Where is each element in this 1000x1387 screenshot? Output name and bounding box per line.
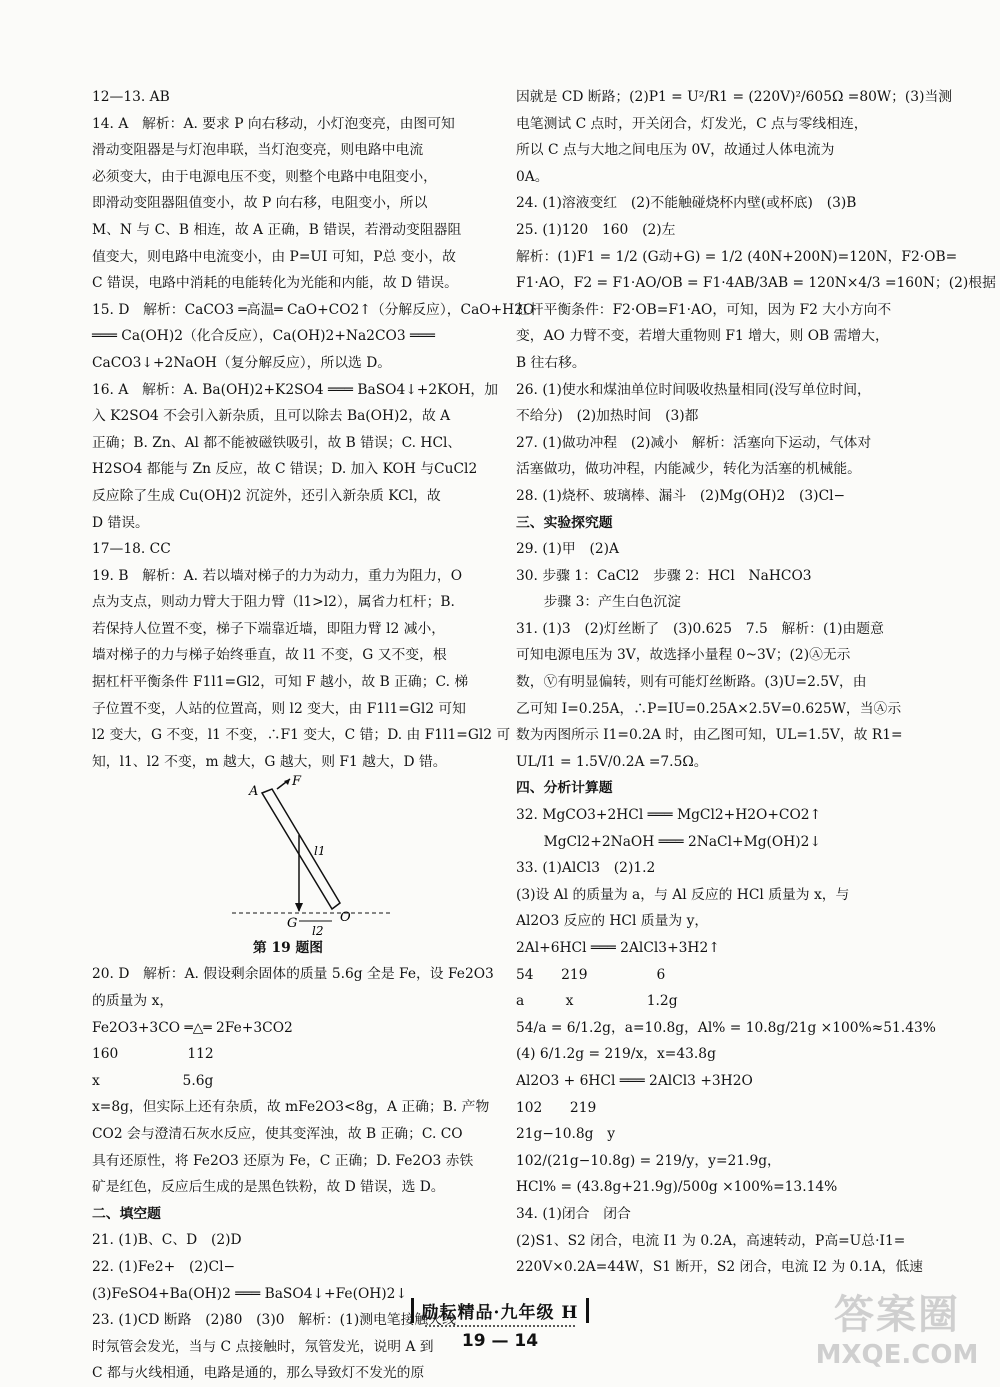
answer-line: MgCl2+2NaOH ═══ 2NaCl+Mg(OH)2↓ <box>516 833 821 850</box>
answer-line: 具有还原性，将 Fe2O3 还原为 Fe，C 正确；D. Fe2O3 赤铁 <box>92 1152 474 1169</box>
answer-line: 24. (1)溶液变红 (2)不能触碰烧杯内壁(或杯底) (3)B <box>516 195 857 212</box>
label-F: F <box>292 774 302 790</box>
answer-line: 19. B 解析：A. 若以墙对梯子的力为动力，重力为阻力，O <box>92 567 463 584</box>
answer-line: 30. 步骤 1：CaCl2 步骤 2：HCl NaHCO3 <box>516 567 812 584</box>
label-O: O <box>340 910 351 926</box>
answer-line: H2SO4 都能与 Zn 反应，故 C 错误；D. 加入 KOH 与CuCl2 <box>92 461 478 478</box>
answer-line: 54/a = 6/1.2g，a=10.8g，Al% = 10.8g/21g ×100%≈51.43% <box>516 1019 936 1036</box>
answer-line: 子位置不变，人站的位置高，则 l2 变大，由 F1l1=Gl2 可知 <box>92 700 466 717</box>
answer-line: 0A。 <box>516 168 549 185</box>
answer-line: 时氖管会发光，当与 C 点接触时，氖管发光，说明 A 到 <box>92 1338 434 1355</box>
answer-line: 29. (1)甲 (2)A <box>516 541 619 558</box>
answer-line: 墙对梯子的力与梯子始终垂直，故 l1 不变，G 又不变，根 <box>92 647 447 664</box>
answer-line: 2Al+6HCl ═══ 2AlCl3+3H2↑ <box>516 940 720 956</box>
answer-line: 不给分) (2)加热时间 (3)都 <box>516 408 699 425</box>
answer-line: 值变大，则电路中电流变小，由 P=UI 可知，P总 变小，故 <box>92 248 456 265</box>
answer-line: 因就是 CD 断路；(2)P1 = U²/R1 = (220V)²/605Ω =80W；(3)当测 <box>516 89 953 105</box>
section-heading: 三、实验探究题 <box>516 514 613 531</box>
answer-line: 电笔测试 C 点时，开关闭合，灯发光，C 点与零线相连， <box>516 115 868 132</box>
answer-line: (4) 6/1.2g = 219/x，x=43.8g <box>516 1046 716 1063</box>
answer-line: UL/I1 = 1.5V/0.2A =7.5Ω。 <box>516 753 708 770</box>
answer-line: 反应除了生成 Cu(OH)2 沉淀外，还引入新杂质 KCl，故 <box>92 487 441 504</box>
answer-line: D 错误。 <box>92 514 149 531</box>
answer-line: 25. (1)120 160 (2)左 <box>516 221 676 238</box>
answer-line: CO2 会与澄清石灰水反应，使其变浑浊，故 B 正确；C. CO <box>92 1126 463 1142</box>
site-watermark <box>802 1283 992 1370</box>
answer-line: 21g−10.8g y <box>516 1126 616 1143</box>
answer-line: 31. (1)3 (2)灯丝断了 (3)0.625 7.5 解析：(1)由题意 <box>516 620 884 637</box>
answer-line: M、N 与 C、B 相连，故 A 正确，B 错误，若滑动变阻器阻 <box>92 221 462 238</box>
answer-line: 知，l1、l2 不变，m 越大，G 越大，则 F1 越大，D 错。 <box>92 753 447 770</box>
label-G: G <box>287 916 298 932</box>
answer-line: 21. (1)B、C、D (2)D <box>92 1232 242 1249</box>
answer-line: 正确；B. Zn、Al 都不能被磁铁吸引，故 B 错误；C. HCl、 <box>92 434 462 451</box>
answer-line: 22. (1)Fe2+ (2)Cl− <box>92 1258 236 1275</box>
answer-line: 27. (1)做功冲程 (2)减小 解析：活塞向下运动，气体对 <box>516 434 872 451</box>
answer-line: 步骤 3：产生白色沉淀 <box>516 594 681 611</box>
section-heading: 四、分析计算题 <box>516 780 613 797</box>
answer-line: B 往右移。 <box>516 354 586 371</box>
answer-line: 所以 C 点与大地之间电压为 0V，故通过人体电流为 <box>516 142 835 159</box>
answer-line: 54 219 6 <box>516 966 666 983</box>
answer-line: 变，AO 力臂不变，若增大重物则 F1 增大，则 OB 需增大， <box>516 328 889 345</box>
answer-line: 26. (1)使水和煤油单位时间吸收热量相同(没写单位时间， <box>516 381 871 398</box>
answer-line: 即滑动变阻器阻值变小，故 P 向右移，电阻变小，所以 <box>92 195 428 212</box>
answer-line: 20. D 解析：A. 假设剩余固体的质量 5.6g 全是 Fe，设 Fe2O3 <box>92 966 494 983</box>
answer-line: Fe2O3+3CO ═△═ 2Fe+3CO2 <box>92 1019 293 1036</box>
answer-line: 28. (1)烧杯、玻璃棒、漏斗 (2)Mg(OH)2 (3)Cl− <box>516 487 846 504</box>
answer-line: 必须变大，由于电源电压不变，则整个电路中电阻变小， <box>92 168 437 185</box>
watermark-url: MXQE.COM <box>815 1340 979 1370</box>
right-column <box>516 84 996 1281</box>
ladder-shape <box>262 789 340 909</box>
watermark-logo: 答案圈 <box>834 1292 960 1338</box>
answer-line: ═══ Ca(OH)2（化合反应），Ca(OH)2+Na2CO3 ═══ <box>92 328 435 345</box>
answer-line: 32. MgCO3+2HCl ═══ MgCl2+H2O+CO2↑ <box>516 807 822 824</box>
figure-caption: 第 19 题图 <box>252 940 324 957</box>
answer-line: 矿是红色，反应后生成的是黑色铁粉，故 D 错误，选 D。 <box>92 1179 445 1196</box>
answer-line: 点为支点，则动力臂大于阻力臂（l1>l2），属省力杠杆；B. <box>92 594 455 611</box>
answer-line: (3)设 Al 的质量为 a，与 Al 反应的 HCl 质量为 x，与 <box>516 886 850 903</box>
answer-line: 杠杆平衡条件：F2·OB=F1·AO，可知，因为 F2 大小方向不 <box>516 301 892 318</box>
answer-line: 102 219 <box>516 1099 597 1116</box>
answer-line: Al2O3 + 6HCl ═══ 2AlCl3 +3H2O <box>516 1072 753 1089</box>
answer-line: 14. A 解析：A. 要求 P 向右移动，小灯泡变亮，由图可知 <box>92 115 455 132</box>
answer-line: 160 112 <box>92 1046 214 1063</box>
answer-line: 的质量为 x， <box>92 993 174 1010</box>
answer-line: 23. (1)CD 断路 (2)80 (3)0 解析：(1)测电笔接触火线 <box>92 1312 456 1329</box>
answer-line: 可知电源电压为 3V，故选择小量程 0~3V；(2)Ⓐ无示 <box>516 647 851 664</box>
gravity-arrowhead <box>295 903 303 912</box>
answer-line: C 都与火线相通，电路是通的，那么导致灯不发光的原 <box>92 1365 425 1382</box>
label-l2: l2 <box>312 924 324 939</box>
answer-line: 入 K2SO4 不会引入新杂质，且可以除去 Ba(OH)2，故 A <box>92 408 451 425</box>
answer-line: Al2O3 反应的 HCl 质量为 y， <box>516 913 709 930</box>
answer-line: F1·AO，F2 = F1·AO/OB = F1·4AB/3AB = 120N×4/3 =160N；(2)根据 <box>516 275 996 292</box>
section-heading: 二、填空题 <box>92 1205 161 1222</box>
answer-line: l2 变大，G 不变，l1 不变，∴F1 变大，C 错；D. 由 F1l1=Gl2 可 <box>92 727 511 744</box>
page-number: 19 — 14 <box>461 1331 539 1351</box>
answer-line: 102/(21g−10.8g) = 219/y，y=21.9g， <box>516 1152 781 1169</box>
answer-line: (2)S1、S2 闭合，电流 I1 为 0.2A，高速转动，P高=U总·I1= <box>516 1232 906 1249</box>
answer-line: 34. (1)闭合 闭合 <box>516 1205 631 1222</box>
answer-line: 据杠杆平衡条件 F1l1=Gl2，可知 F 越小，故 B 正确；C. 梯 <box>92 674 469 691</box>
answer-line: CaCO3↓+2NaOH（复分解反应），所以选 D。 <box>92 354 392 371</box>
answer-line: (3)FeSO4+Ba(OH)2 ═══ BaSO4↓+Fe(OH)2↓ <box>92 1285 408 1302</box>
answer-line: HCl% = (43.8g+21.9g)/500g ×100%=13.14% <box>516 1179 838 1196</box>
answer-line: 17—18. CC <box>92 541 171 558</box>
label-A: A <box>249 784 259 800</box>
answer-line: 滑动变阻器是与灯泡串联，当灯泡变亮，则电路中电流 <box>92 142 424 159</box>
answer-line: C 错误，电路中消耗的电能转化为光能和内能，故 D 错误。 <box>92 275 458 292</box>
label-l1: l1 <box>314 844 326 859</box>
answer-line: 乙可知 I=0.25A，∴P=IU=0.25A×2.5V=0.625W，当Ⓐ示 <box>516 700 902 717</box>
answer-line: a x 1.2g <box>516 993 678 1010</box>
answer-line: 12—13. AB <box>92 89 170 105</box>
answer-line: 数为丙图所示 I1=0.2A 时，由乙图可知，UL=1.5V，故 R1= <box>516 727 903 744</box>
answer-line: x 5.6g <box>92 1072 214 1089</box>
answer-line: 16. A 解析：A. Ba(OH)2+K2SO4 ═══ BaSO4↓+2KOH，加 <box>92 381 499 398</box>
answer-line: 33. (1)AlCl3 (2)1.2 <box>516 860 656 877</box>
footer-divider <box>425 1325 575 1327</box>
answer-line: 解析：(1)F1 = 1/2 (G动+G) = 1/2 (40N+200N)=120N，F2·OB= <box>516 248 958 265</box>
answer-line: 若保持人位置不变，梯子下端靠近墙，即阻力臂 l2 减小， <box>92 620 446 637</box>
answer-line: 15. D 解析：CaCO3 ═高温═ CaO+CO2↑（分解反应），CaO+H2O <box>92 301 535 318</box>
answer-line: 活塞做功，做功冲程，内能减少，转化为活塞的机械能。 <box>516 461 861 478</box>
answer-line: 数，Ⓥ有明显偏转，则有可能灯丝断路。(3)U=2.5V，由 <box>516 674 867 691</box>
series-brand: 励耘精品·九年级 H <box>411 1298 590 1323</box>
ladder-diagram <box>92 774 484 939</box>
answer-line: 220V×0.2A=44W，S1 断开，S2 闭合，电流 I2 为 0.1A，低速 <box>516 1259 923 1276</box>
ladder-lever-figure <box>92 775 484 961</box>
answer-line: x=8g，但实际上还有杂质，故 mFe2O3<8g，A 正确；B. 产物 <box>92 1099 490 1116</box>
